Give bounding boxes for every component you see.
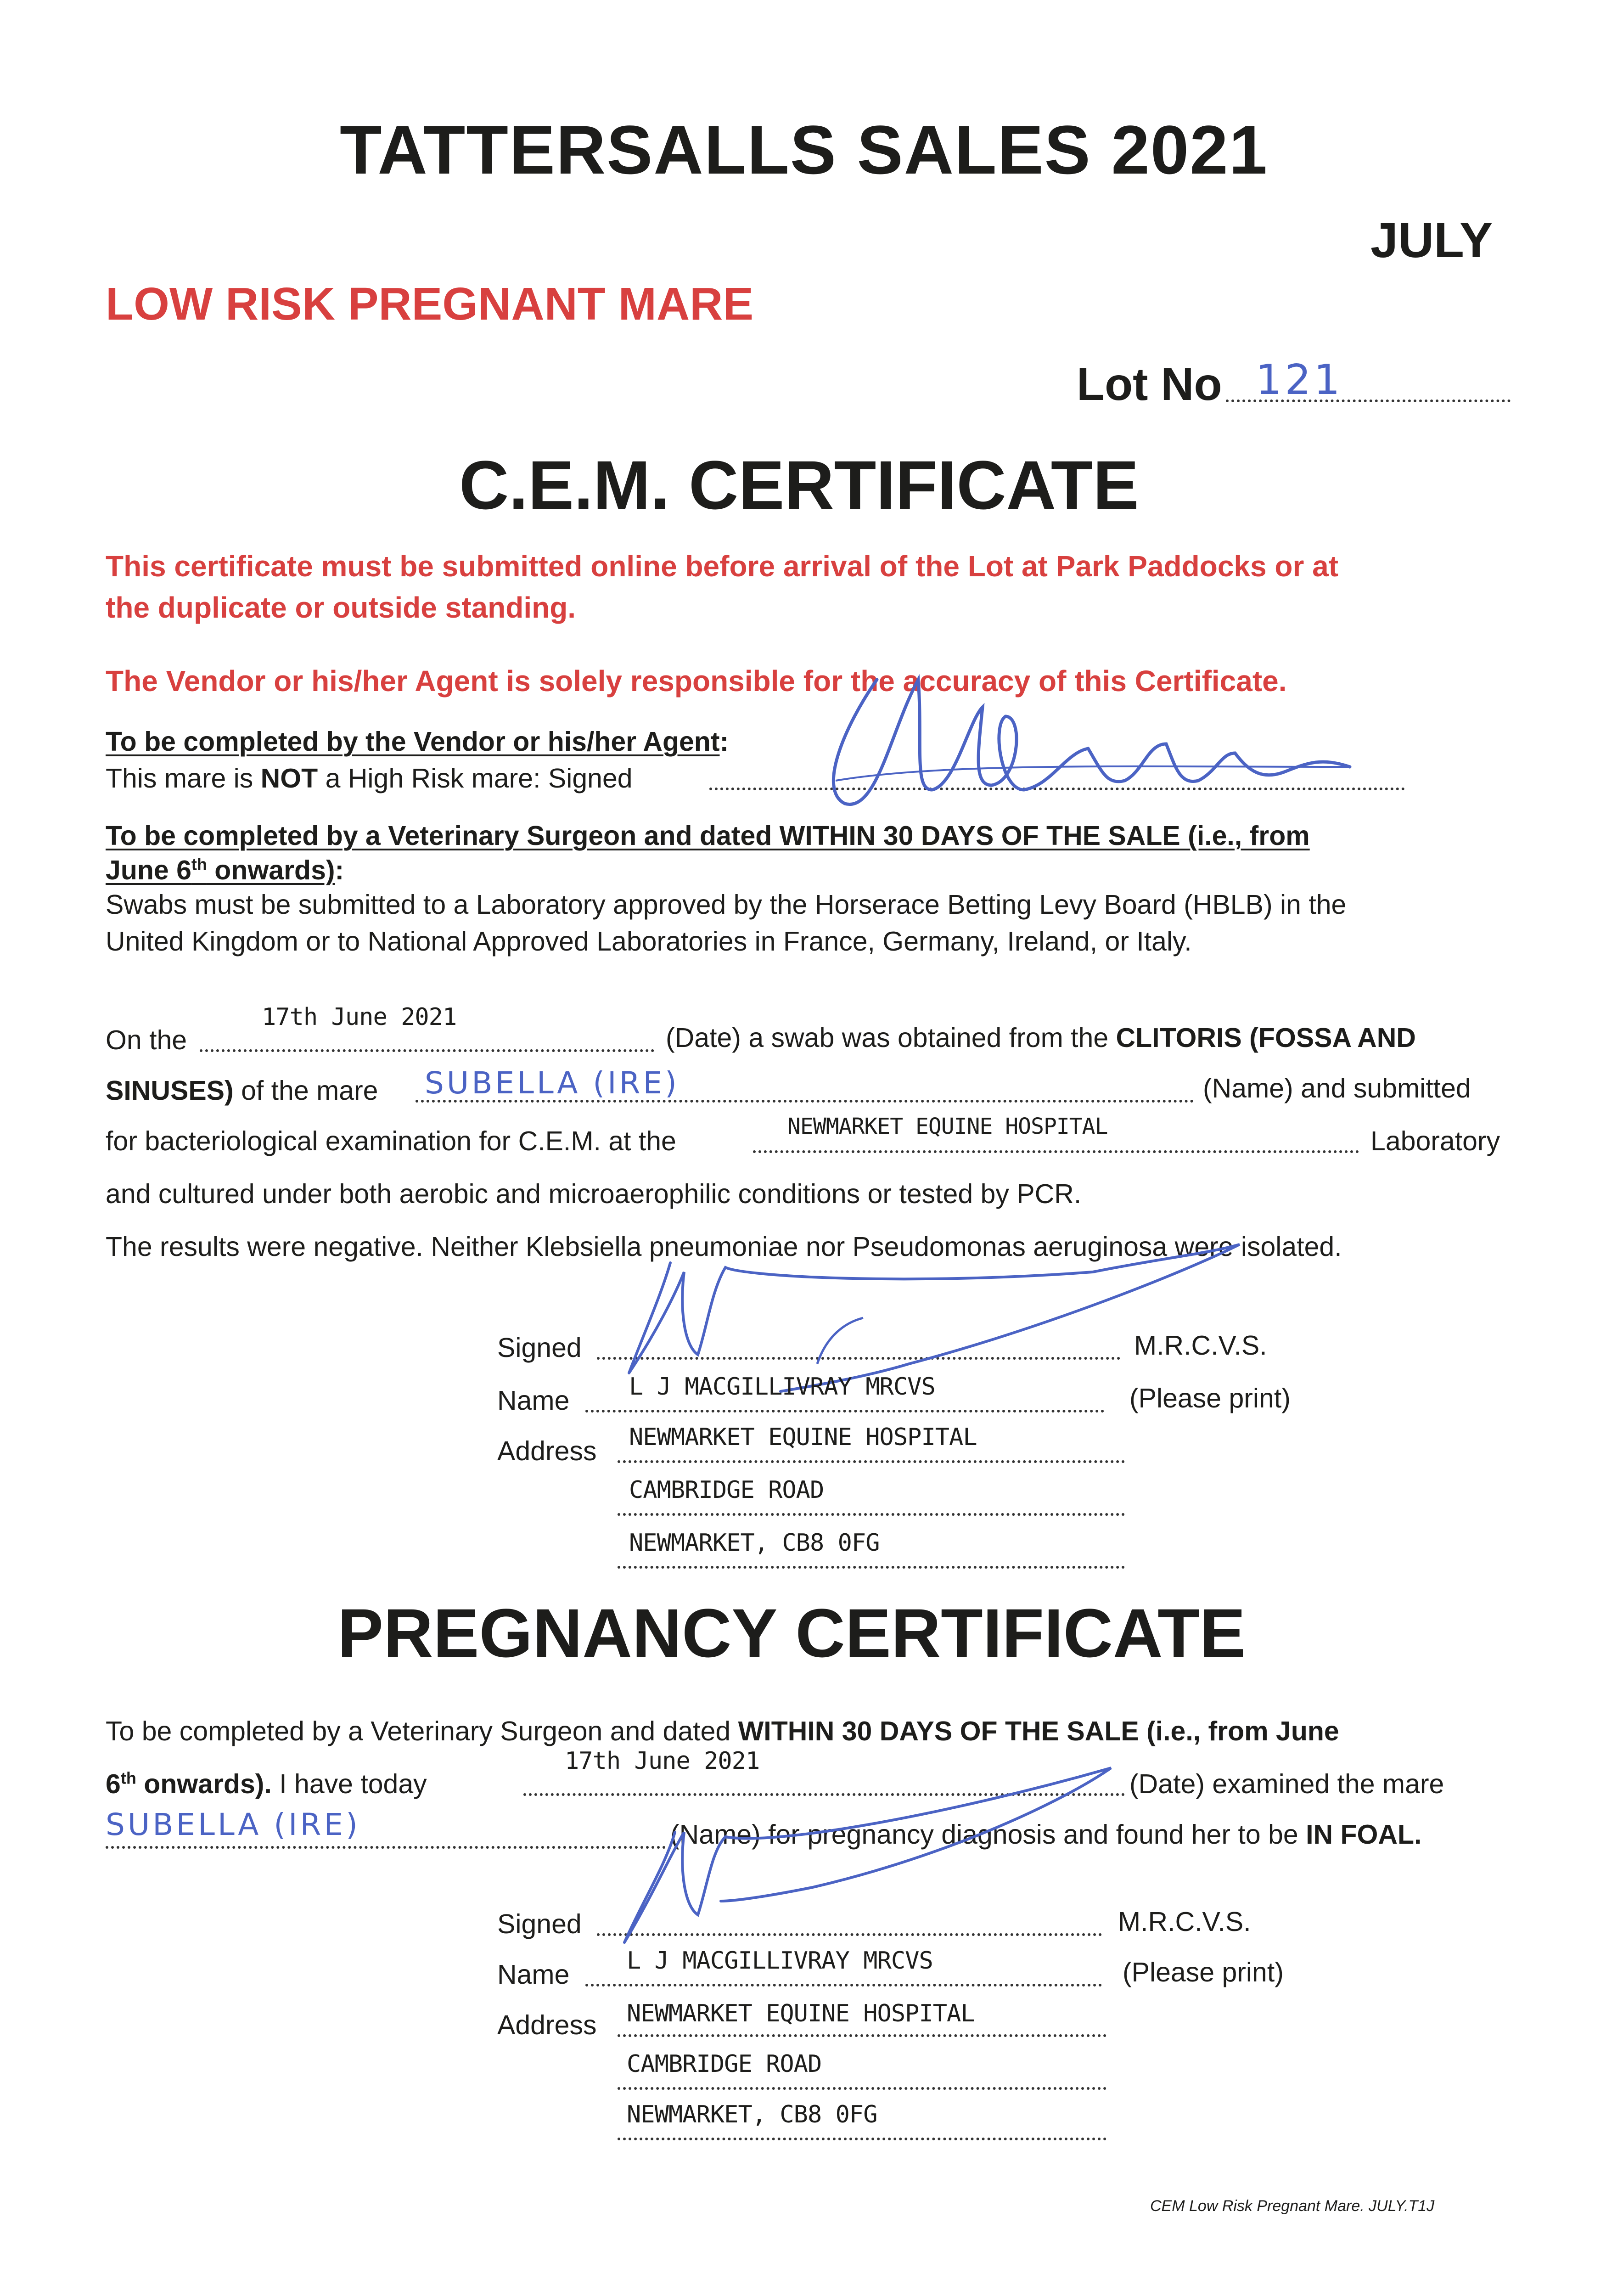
sale-month: JULY (1370, 212, 1493, 268)
cem-signed-label: Signed (497, 1333, 582, 1363)
bacteriological-text: for bacteriological examination for C.E.M. at the (106, 1126, 676, 1156)
vet-heading-line-1: To be completed by a Veterinary Surgeon and dated WITHIN 30 DAYS OF THE SALE (i.e., from (106, 821, 1310, 851)
vendor-statement: This mare is NOT a High Risk mare: Signed (106, 763, 633, 793)
laboratory-line (753, 1150, 1359, 1153)
cem-notice-line-2: the duplicate or outside standing. (106, 591, 576, 624)
cem-address-label: Address (497, 1436, 597, 1466)
lot-number: 121 (1256, 356, 1343, 404)
cem-notice-line-1: This certificate must be submitted online before arrival of the Lot at Park Paddocks or at (106, 550, 1339, 583)
results-text: The results were negative. Neither Klebsiella pneumoniae nor Pseudomonas aeruginosa were isolated. (106, 1232, 1342, 1262)
pregnancy-name-line (585, 1984, 1102, 1986)
pregnancy-vet-name: L J MACGILLIVRAY MRCVS (627, 1947, 933, 1975)
cem-vet-name: L J MACGILLIVRAY MRCVS (629, 1373, 935, 1401)
cem-mare-name: SUBELLA (IRE) (425, 1065, 680, 1101)
lot-number-line (1226, 400, 1511, 402)
vendor-heading: To be completed by the Vendor or his/her Agent: (106, 726, 729, 757)
cem-date-line (200, 1049, 654, 1052)
cem-address-2: CAMBRIDGE ROAD (629, 1476, 824, 1504)
pregnancy-name-label: Name (497, 1959, 570, 1990)
laboratory-label: Laboratory (1370, 1126, 1500, 1156)
swab-site-text: (Date) a swab was obtained from the CLITORIS (FOSSA AND (666, 1023, 1416, 1053)
vet-heading-line-2: June 6th onwards): (106, 855, 344, 885)
pregnancy-address-1: NEWMARKET EQUINE HOSPITAL (627, 2000, 975, 2027)
swabs-line-2: United Kingdom or to National Approved Laboratories in France, Germany, Ireland, or Italy. (106, 926, 1192, 957)
cem-address-line-2 (618, 1513, 1125, 1516)
cultured-text: and cultured under both aerobic and microaerophilic conditions or tested by PCR. (106, 1179, 1082, 1209)
vendor-signature (808, 652, 1359, 822)
cem-certificate-title: C.E.M. CERTIFICATE (459, 446, 1139, 523)
pregnancy-please-print: (Please print) (1123, 1957, 1284, 1987)
footer-code: CEM Low Risk Pregnant Mare. JULY.T1J (1150, 2197, 1435, 2215)
on-the-label: On the (106, 1025, 187, 1055)
pregnancy-line-2-start: 6th onwards). I have today (106, 1768, 427, 1799)
pregnancy-address-line-1 (618, 2034, 1106, 2037)
page-title: TATTERSALLS SALES 2021 (340, 111, 1269, 188)
laboratory-name: NEWMARKET EQUINE HOSPITAL (787, 1114, 1108, 1139)
pregnancy-line-2-end: (Date) examined the mare (1129, 1769, 1444, 1799)
cem-address-3: NEWMARKET, CB8 0FG (629, 1529, 880, 1557)
pregnancy-mare-name: SUBELLA (IRE) (106, 1807, 360, 1842)
cem-please-print: (Please print) (1129, 1383, 1291, 1413)
pregnancy-address-line-3 (618, 2138, 1106, 2140)
pregnancy-date: 17th June 2021 (565, 1747, 760, 1775)
cem-mrcvs-label: M.R.C.V.S. (1134, 1330, 1267, 1361)
pregnancy-line-3: (Name) for pregnancy diagnosis and found her to be IN FOAL. (670, 1819, 1422, 1850)
pregnancy-address-line-2 (618, 2087, 1106, 2090)
pregnancy-mare-name-line (106, 1846, 666, 1849)
pregnancy-address-3: NEWMARKET, CB8 0FG (627, 2101, 877, 2128)
pregnancy-address-2: CAMBRIDGE ROAD (627, 2050, 822, 2078)
cem-address-line-1 (618, 1460, 1125, 1463)
cem-address-1: NEWMARKET EQUINE HOSPITAL (629, 1424, 977, 1451)
pregnancy-mrcvs-label: M.R.C.V.S. (1118, 1907, 1251, 1937)
pregnancy-line-1: To be completed by a Veterinary Surgeon and dated WITHIN 30 DAYS OF THE SALE (i.e., from June (106, 1716, 1339, 1746)
cem-address-line-3 (618, 1566, 1125, 1569)
name-submitted-text: (Name) and submitted (1203, 1073, 1471, 1103)
mare-line-label: SINUSES) of the mare (106, 1075, 378, 1106)
cem-date: 17th June 2021 (262, 1003, 457, 1031)
swabs-line-1: Swabs must be submitted to a Laboratory approved by the Horserace Betting Levy Board (HBLB) in the (106, 889, 1347, 920)
pregnancy-signed-label: Signed (497, 1909, 582, 1939)
pregnancy-vet-signature (583, 1750, 1180, 1952)
cem-name-line (585, 1410, 1104, 1412)
category-label: LOW RISK PREGNANT MARE (106, 278, 754, 330)
pregnancy-address-label: Address (497, 2010, 597, 2040)
pregnancy-certificate-title: PREGNANCY CERTIFICATE (337, 1594, 1246, 1671)
lot-label: Lot No (1077, 359, 1222, 410)
cem-notice-line-3: The Vendor or his/her Agent is solely responsible for the accuracy of this Certificate. (106, 664, 1287, 698)
cem-name-label: Name (497, 1385, 570, 1416)
